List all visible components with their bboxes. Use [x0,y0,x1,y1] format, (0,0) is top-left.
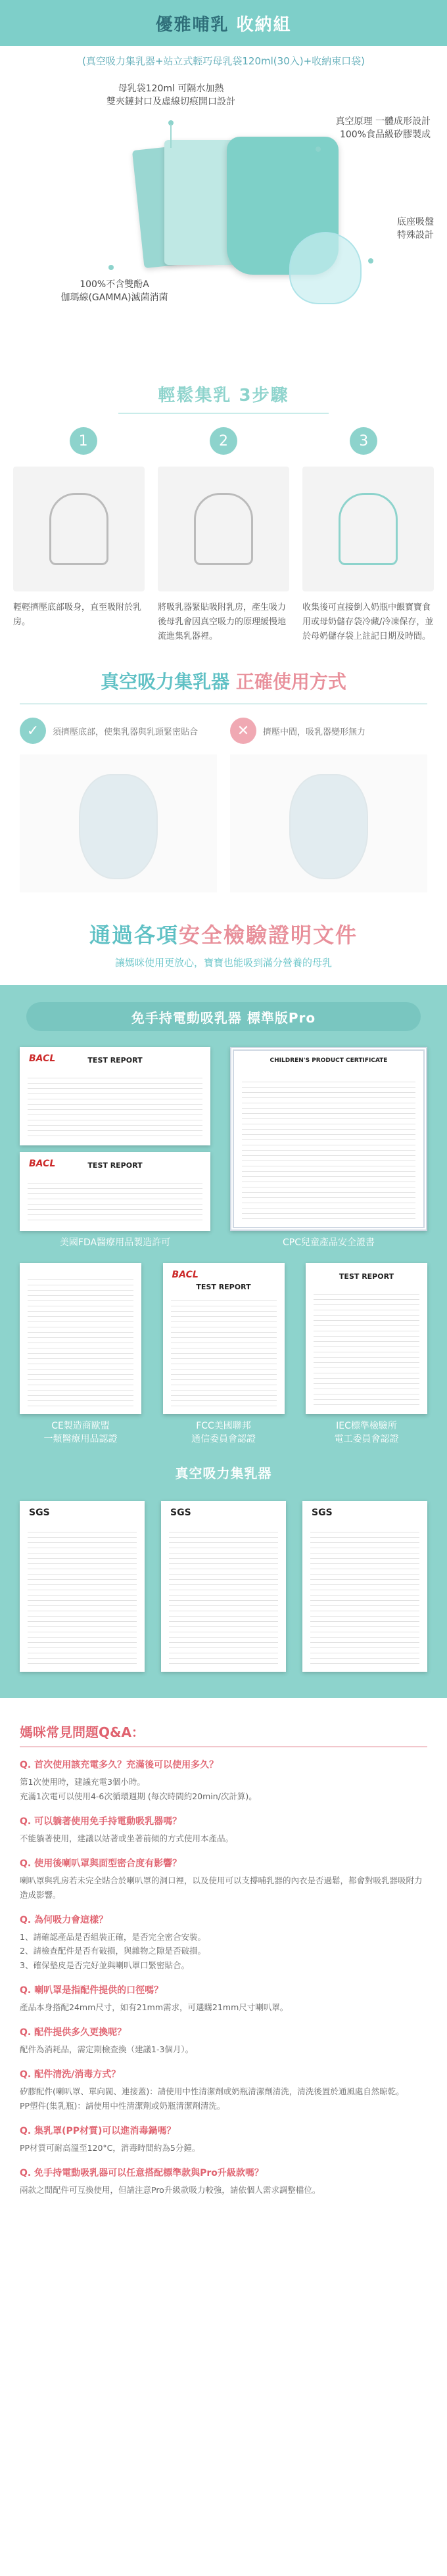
wrong-usage [230,718,427,892]
certification-subtitle: 讓媽咪使用更放心，寶寶也能吸到滿分營養的母乳 [114,957,332,969]
faq-question: Q. 免手持電動吸乳器可以任意搭配標準款與Pro升級款嗎？ [20,2167,264,2178]
faq-answer: 產品本身搭配24mm尺寸，如有21mm需求，可選購21mm尺寸喇叭罩。 [20,2002,289,2013]
faq-answer: 配件為消耗品，需定期檢查換（建議1-3個月）。 [20,2044,194,2055]
faq-item [20,2025,427,2057]
step-2-image [158,467,289,591]
annotation-milk-bag: 母乳袋120ml 可隔水加熱 雙夾鏈封口及虛線切痕開口設計 [106,83,235,108]
faq-question: Q. 可以躺著使用免手持電動吸乳器嗎？ [20,1816,182,1827]
certification-title [0,919,447,949]
annotation-dot [316,147,321,152]
faq-item [20,2166,427,2197]
sgs-logo: SGS [170,1507,191,1519]
step-3-image [302,467,434,591]
doc-text-lines [28,1073,202,1138]
annotation-bpa: 100%不含雙酚A 伽瑪線(GAMMA)滅菌消菌 [60,279,168,304]
step-1-text: 輕輕擠壓底部吸身，直至吸附於乳房。 [13,603,142,628]
correct-use-divider [20,703,427,704]
bacl-logo: BACL [29,1159,56,1170]
product-showcase [0,68,447,377]
correct-usage-image [20,754,217,892]
doc-title: TEST REPORT [87,1161,143,1170]
doc-title: TEST REPORT [196,1282,251,1291]
hand-illustration [194,493,253,565]
iec-document [306,1263,427,1414]
annotation-line [170,124,172,148]
certification-section [0,919,447,1698]
pump-photo [289,774,368,879]
step-3-text: 收集後可直接倒入奶瓶中餵寶寶食用或母奶儲存袋冷藏/冷凍保存，並於母奶儲存袋上註記日期及時間。 [302,603,434,642]
faq-answer: 喇叭罩與乳房若未完全貼合於喇叭罩的洞口裡，以及使用可以支撐哺乳器的內衣是否過鬆，都會對吸乳器吸附力造成影響。 [20,1875,423,1900]
faq-item [20,1983,427,2015]
step-images [0,467,447,591]
correct-use-title [0,668,447,694]
annotation-dot [368,258,373,264]
faq-item [20,1856,427,1902]
step-descriptions [0,601,447,644]
cert-row-2 [0,1263,447,1446]
fda-document-2 [20,1152,210,1231]
fda-caption: 美國FDA醫療用品製造許可 [59,1237,171,1249]
iec-cert [306,1263,427,1446]
annotation-vacuum: 真空原理 一體成形設計 100%食品級矽膠製成 [335,116,431,141]
bacl-logo: BACL [29,1053,56,1065]
kit-subtitle: (真空吸力集乳器+站立式輕巧母乳袋120ml(30入)+收納束口袋) [82,55,365,67]
annotation-dot [108,265,114,270]
hand-illustration [49,493,108,565]
sgs-document-3 [302,1501,427,1672]
steps-title: 輕鬆集乳 3步驟 [158,386,289,405]
faq-answer: PP材質可耐高溫至120°C，消毒時間約為5分鐘。 [20,2142,200,2153]
sgs-row [0,1501,447,1672]
ce-caption: CE製造商歐盟 一類醫療用品認證 [43,1420,118,1444]
kit-title-main: 優雅哺乳 [155,14,229,35]
doc-title: TEST REPORT [87,1056,143,1065]
faq-question: Q. 為何吸力會這樣？ [20,1914,108,1925]
bacl-logo: BACL [172,1269,199,1280]
ce-document [20,1263,141,1414]
faq-item [20,1814,427,1846]
sgs-document-1 [20,1501,145,1672]
faq-question: Q. 首次使用該充電多久？充滿後可以使用多久？ [20,1760,219,1771]
fda-cert [20,1047,210,1249]
doc-text-lines [310,1527,419,1664]
faq-answer: 1、請確認產品是否組裝正確，是否完全密合安裝。 2、請檢查配件是否有破損，與雜物之隙是否破損。 3、確保墊皮是否完好並與喇叭罩口緊密貼合。 [20,1931,206,1971]
check-icon: ✓ [20,718,46,744]
step-numbers [0,427,447,455]
cert-row-1 [0,1047,447,1249]
annotation-base: 底座吸盤 特殊設計 [397,217,434,241]
faq-answer: 矽膠配件(喇叭罩、單向閥、連接蓋)：請使用中性清潔劑或奶瓶清潔劑清洗，清洗後置於通風處自然晾乾。 PP塑件(集乳瓶)：請使用中性清潔劑或奶瓶清潔劑清洗。 [20,2086,404,2111]
fda-document [20,1047,210,1145]
correct-use-title-accent: 正確使用方式 [235,671,346,693]
correct-usage [20,718,217,892]
certification-title-accent: 安全檢驗證明文件 [179,923,358,948]
doc-text-lines [314,1289,419,1406]
faq-item [20,2124,427,2155]
sgs-logo: SGS [29,1507,50,1519]
doc-text-lines [28,1178,202,1223]
fcc-caption: FCC美國聯邦 通信委員會認證 [191,1420,256,1444]
step-2-text: 將吸乳器緊貼吸附乳房，產生吸力後母乳會因真空吸力的原理緩慢地流進集乳器裡。 [158,603,287,642]
faq-answer: 兩款之間配件可互換使用，但請注意Pro升級款吸力較強，請依個人需求調整檔位。 [20,2184,321,2195]
pump-photo [79,774,158,879]
doc-title: CHILDREN'S PRODUCT CERTIFICATE [270,1057,388,1065]
fcc-document [163,1263,285,1414]
step-number: 1 [70,427,97,455]
doc-title: TEST REPORT [339,1272,394,1281]
steps-divider [118,413,329,414]
cpc-document [230,1047,427,1231]
cpc-cert [230,1047,427,1249]
fcc-cert [163,1263,285,1446]
correct-usage-text: 須擠壓底部，使集乳器與乳頭緊密貼合 [53,727,199,737]
faq-section [0,1698,447,2197]
faq-question: Q. 配件清洗/消毒方式？ [20,2069,121,2080]
doc-text-lines [242,1077,415,1219]
faq-item [20,1913,427,1973]
faq-answer: 不能躺著使用，建議以站著或坐著前傾的方式使用本產品。 [20,1833,234,1843]
usage-comparison [0,718,447,892]
doc-text-lines [169,1527,278,1664]
wrong-usage-image [230,754,427,892]
correct-use-title-main: 真空吸力集乳器 [101,671,230,693]
step-number: 3 [350,427,377,455]
sgs-document-2 [161,1501,286,1672]
faq-title: 媽咪常見問題Q&A： [20,1724,145,1741]
cross-icon: ✕ [230,718,256,744]
kit-title-banner [0,0,447,46]
faq-item [20,1758,427,1804]
doc-text-lines [28,1275,133,1406]
step-number: 2 [210,427,237,455]
faq-question: Q. 配件提供多久更換呢？ [20,2027,127,2038]
certification-title-main: 通過各項 [89,923,179,948]
faq-item [20,2067,427,2113]
faq-question: Q. 喇叭罩是指配件提供的口徑嗎？ [20,1985,164,1996]
faq-divider [20,1746,427,1747]
faq-question: Q. 集乳罩(PP材質)可以進消毒鍋嗎？ [20,2125,176,2136]
milk-bag-illustration [339,493,398,565]
kit-title [155,11,291,35]
wrong-usage-text: 擠壓中間，吸乳器變形無力 [263,727,366,737]
certification-panel [0,985,447,1698]
silicone-pump-image [289,232,362,304]
step-1-image [13,467,145,591]
silicone-pump-tag: 真空吸力集乳器 [175,1465,272,1481]
ce-cert [20,1263,141,1446]
faq-question: Q. 使用後喇叭罩與面型密合度有影響？ [20,1858,182,1869]
cpc-caption: CPC兒童產品安全證書 [283,1237,375,1249]
kit-title-accent: 收納組 [236,14,292,35]
doc-text-lines [171,1296,277,1406]
doc-text-lines [28,1527,137,1664]
electric-pump-tag: 免手持電動吸乳器 標準版Pro [26,1002,421,1031]
faq-answer: 第1次使用時，建議充電3個小時。 充滿1次電可以使用4-6次循環週期 (每次時間約20min/次計算)。 [20,1777,257,1802]
iec-caption: IEC標準檢驗所 電工委員會認證 [334,1420,399,1444]
sgs-logo: SGS [312,1507,333,1519]
